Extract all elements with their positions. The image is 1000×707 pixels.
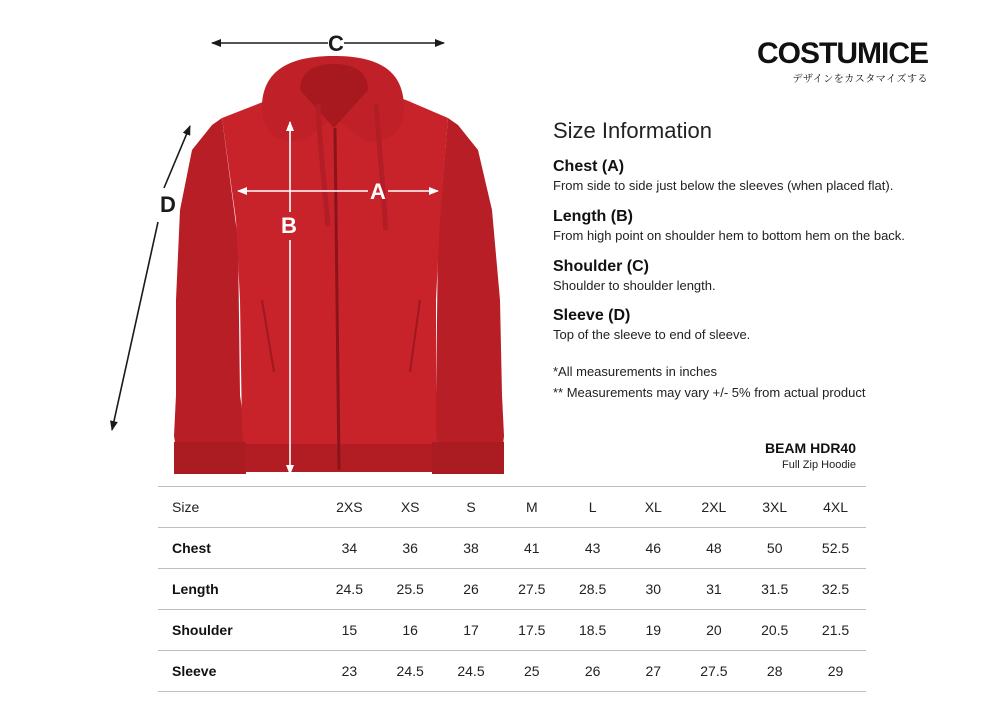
label-b: B	[281, 213, 297, 238]
product-name: BEAM HDR40	[764, 440, 856, 456]
info-heading: Shoulder (C)	[553, 258, 649, 275]
size-header: XS	[380, 487, 441, 528]
table-cell: 25.5	[380, 569, 441, 610]
info-heading: Length (B)	[553, 208, 633, 225]
size-header: 3XL	[744, 487, 805, 528]
size-table	[158, 486, 866, 692]
table-cell: 17	[441, 610, 502, 651]
table-cell: 29	[805, 651, 866, 692]
info-heading: Sleeve (D)	[553, 307, 631, 324]
table-cell: 17.5	[501, 610, 562, 651]
table-cell: 32.5	[805, 569, 866, 610]
table-cell: 27.5	[683, 651, 744, 692]
info-item-sleeve	[553, 306, 750, 344]
table-cell: 20	[683, 610, 744, 651]
size-header: 4XL	[805, 487, 866, 528]
info-description: Shoulder to shoulder length.	[553, 278, 716, 293]
left-cuff	[174, 442, 246, 474]
hoodie-illustration	[174, 56, 504, 474]
hoodie-diagram	[0, 0, 540, 480]
table-header-label: Size	[158, 487, 319, 528]
row-label: Shoulder	[158, 610, 319, 651]
table-cell: 16	[380, 610, 441, 651]
measure-d-arrow-down	[112, 222, 158, 430]
measure-d-arrow-up	[164, 126, 190, 188]
table-cell: 26	[441, 569, 502, 610]
info-item-shoulder	[553, 257, 716, 295]
table-cell: 46	[623, 528, 683, 569]
size-header: XL	[623, 487, 683, 528]
logo-wordmark: COSTUMICE	[757, 37, 928, 70]
table-cell: 26	[562, 651, 623, 692]
waistband	[246, 444, 436, 472]
info-heading: Chest (A)	[553, 158, 625, 175]
info-description: Top of the sleeve to end of sleeve.	[553, 327, 751, 342]
table-cell: 41	[501, 528, 562, 569]
table-cell: 48	[683, 528, 744, 569]
table-cell: 24.5	[441, 651, 502, 692]
brand-logo	[744, 38, 928, 85]
table-cell: 38	[441, 528, 502, 569]
note-variance: ** Measurements may vary +/- 5% from actual product	[553, 385, 866, 400]
info-item-chest	[553, 157, 893, 195]
label-c: C	[328, 31, 344, 56]
row-label: Length	[158, 569, 319, 610]
size-header: S	[441, 487, 502, 528]
label-a: A	[370, 179, 386, 204]
table-cell: 19	[623, 610, 683, 651]
table-cell: 15	[319, 610, 380, 651]
size-header: L	[562, 487, 623, 528]
info-description: From high point on shoulder hem to bottom hem on the back.	[553, 228, 905, 243]
table-cell: 30	[623, 569, 683, 610]
row-label: Sleeve	[158, 651, 319, 692]
logo-tagline: デザインをカスタマイズする	[792, 74, 928, 85]
table-header-row	[158, 487, 866, 528]
size-header: 2XS	[319, 487, 380, 528]
table-cell: 34	[319, 528, 380, 569]
row-label: Chest	[158, 528, 319, 569]
table-row	[158, 651, 866, 692]
right-cuff	[432, 442, 504, 474]
table-cell: 43	[562, 528, 623, 569]
table-cell: 52.5	[805, 528, 866, 569]
size-header: 2XL	[683, 487, 744, 528]
table-cell: 18.5	[562, 610, 623, 651]
table-cell: 28	[744, 651, 805, 692]
info-description: From side to side just below the sleeves (when placed flat).	[553, 178, 894, 193]
note-units: *All measurements in inches	[553, 364, 718, 379]
table-cell: 25	[501, 651, 562, 692]
table-cell: 20.5	[744, 610, 805, 651]
table-cell: 31	[683, 569, 744, 610]
label-d: D	[160, 192, 176, 217]
table-cell: 31.5	[744, 569, 805, 610]
table-cell: 28.5	[562, 569, 623, 610]
info-item-length	[553, 207, 905, 245]
product-label	[700, 440, 856, 471]
table-row	[158, 610, 866, 651]
product-type: Full Zip Hoodie	[782, 459, 856, 471]
table-cell: 21.5	[805, 610, 866, 651]
table-cell: 24.5	[380, 651, 441, 692]
size-header: M	[501, 487, 562, 528]
size-info-title: Size Information	[553, 118, 712, 143]
table-cell: 23	[319, 651, 380, 692]
table-row	[158, 528, 866, 569]
table-cell: 50	[744, 528, 805, 569]
table-cell: 36	[380, 528, 441, 569]
table-row	[158, 569, 866, 610]
table-cell: 24.5	[319, 569, 380, 610]
table-cell: 27	[623, 651, 683, 692]
table-cell: 27.5	[501, 569, 562, 610]
